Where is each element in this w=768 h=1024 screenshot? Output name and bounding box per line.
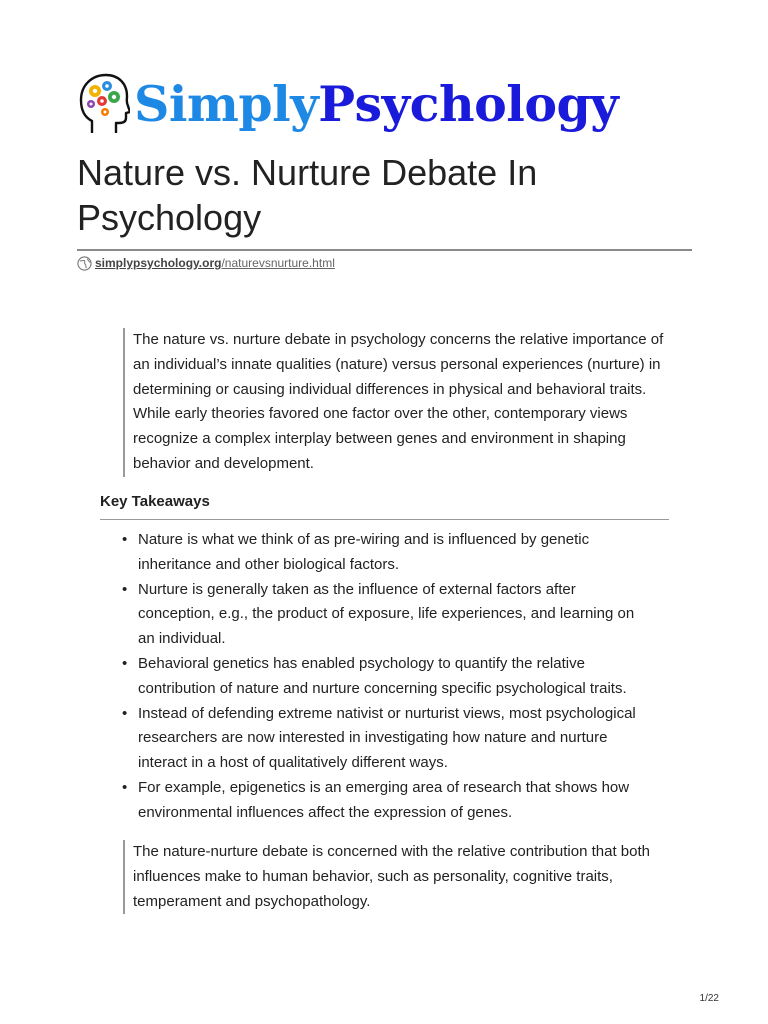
definition-blockquote <box>123 840 678 914</box>
key-takeaways-list <box>100 528 645 826</box>
globe-icon <box>77 256 92 271</box>
list-item <box>100 528 645 578</box>
intro-text: The nature vs. nurture debate in psychology concerns the relative importance of an individual’s innate qualities (nature) versus personal experiences (nurture) in determining or causing individual differences in physical and behavioral traits. While early theories favored one factor over the other, contemporary views recognize a complex interplay between genes and environment in shaping behavior and development. <box>133 331 664 472</box>
definition-text: The nature-nurture debate is concerned with the relative contribution that both influences make to human behavior, such as personality, cognitive traits, temperament and psychopathology. <box>133 843 650 910</box>
bullet-icon: • <box>122 654 128 672</box>
list-item <box>100 776 645 826</box>
source-domain[interactable]: simplypsychology.org <box>95 256 222 270</box>
list-item <box>100 702 645 776</box>
list-item-text: Instead of defending extreme nativist or nurturist views, most psychological researchers are now interested in investigating how nature and nurture interact in a host of qualitatively different ways. <box>138 704 636 772</box>
list-item-text: Nurture is generally taken as the influence of external factors after conception, e.g., the product of exposure, life experiences, and learning on an individual. <box>138 580 635 648</box>
logo-word-psychology: Psychology <box>318 74 619 133</box>
site-logo[interactable] <box>78 66 690 142</box>
page-number: 1/22 <box>699 993 719 1004</box>
page-title: Nature vs. Nurture Debate In Psychology <box>77 152 538 238</box>
list-item-text: Behavioral genetics has enabled psychology to quantify the relative contribution of nature and nurture concerning specific psychological traits. <box>138 654 627 697</box>
source-link[interactable] <box>77 254 335 272</box>
intro-blockquote <box>123 328 678 477</box>
key-takeaways-divider <box>100 519 669 520</box>
bullet-icon: • <box>122 531 128 548</box>
list-item <box>100 578 645 652</box>
title-divider <box>77 249 692 251</box>
bullet-icon: • <box>122 580 128 598</box>
list-item-text: For example, epigenetics is an emerging area of research that shows how environmental influences affect the expression of genes. <box>138 778 630 821</box>
logo-wordmark <box>134 74 619 133</box>
list-item-text: Nature is what we think of as pre-wiring and is influenced by genetic inheritance and other biological factors. <box>138 531 590 573</box>
source-path[interactable]: /naturevsnurture.html <box>221 256 335 270</box>
logo-word-simply: Simply <box>134 74 319 133</box>
bullet-icon: • <box>122 704 128 722</box>
bullet-icon: • <box>122 778 128 796</box>
head-gears-icon <box>78 71 130 137</box>
key-takeaways-heading: Key Takeaways <box>100 493 210 510</box>
list-item <box>100 652 645 702</box>
